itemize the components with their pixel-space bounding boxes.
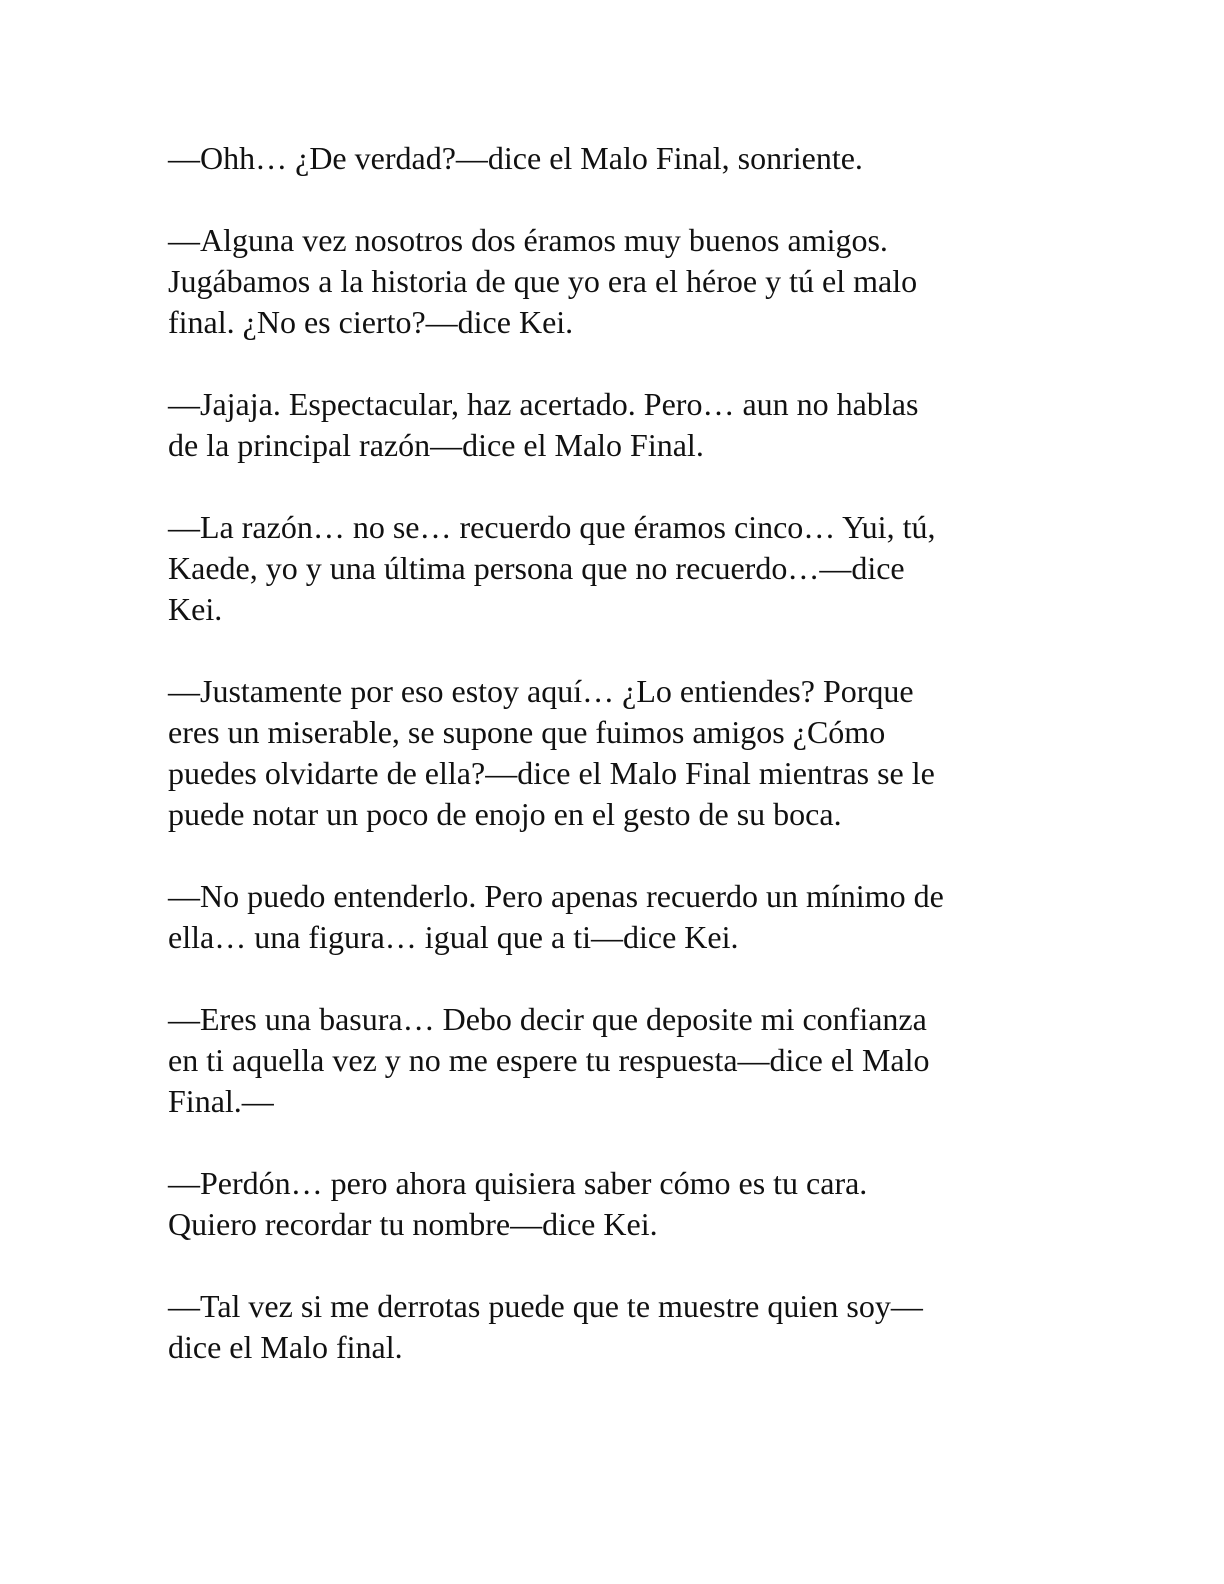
- paragraph: —Jajaja. Espectacular, haz acertado. Pero… aun no hablas de la principal razón—dice el Malo Final.: [168, 386, 919, 463]
- paragraph: —Tal vez si me derrotas puede que te muestre quien soy— dice el Malo final.: [168, 1288, 923, 1365]
- paragraph: —La razón… no se… recuerdo que éramos cinco… Yui, tú, Kaede, yo y una última persona que no recuerdo…—dice Kei.: [168, 509, 936, 627]
- paragraph: —No puedo entenderlo. Pero apenas recuerdo un mínimo de ella… una figura… igual que a ti—dice Kei.: [168, 878, 944, 955]
- body-text: [168, 138, 1048, 1409]
- paragraph: —Alguna vez nosotros dos éramos muy buenos amigos. Jugábamos a la historia de que yo era el héroe y tú el malo final. ¿No es cierto?—dice Kei.: [168, 222, 918, 340]
- paragraph: —Eres una basura… Debo decir que deposite mi confianza en ti aquella vez y no me espere tu respuesta—dice el Malo Final.—: [168, 1001, 930, 1119]
- paragraph: —Ohh… ¿De verdad?—dice el Malo Final, sonriente.: [168, 140, 863, 176]
- paragraph: —Perdón… pero ahora quisiera saber cómo es tu cara. Quiero recordar tu nombre—dice Kei.: [168, 1165, 868, 1242]
- paragraph: —Justamente por eso estoy aquí… ¿Lo entiendes? Porque eres un miserable, se supone que fuimos amigos ¿Cómo puedes olvidarte de ella?—dice el Malo Final mientras se le puede notar un poco de enojo en el gesto de su boca.: [168, 673, 935, 832]
